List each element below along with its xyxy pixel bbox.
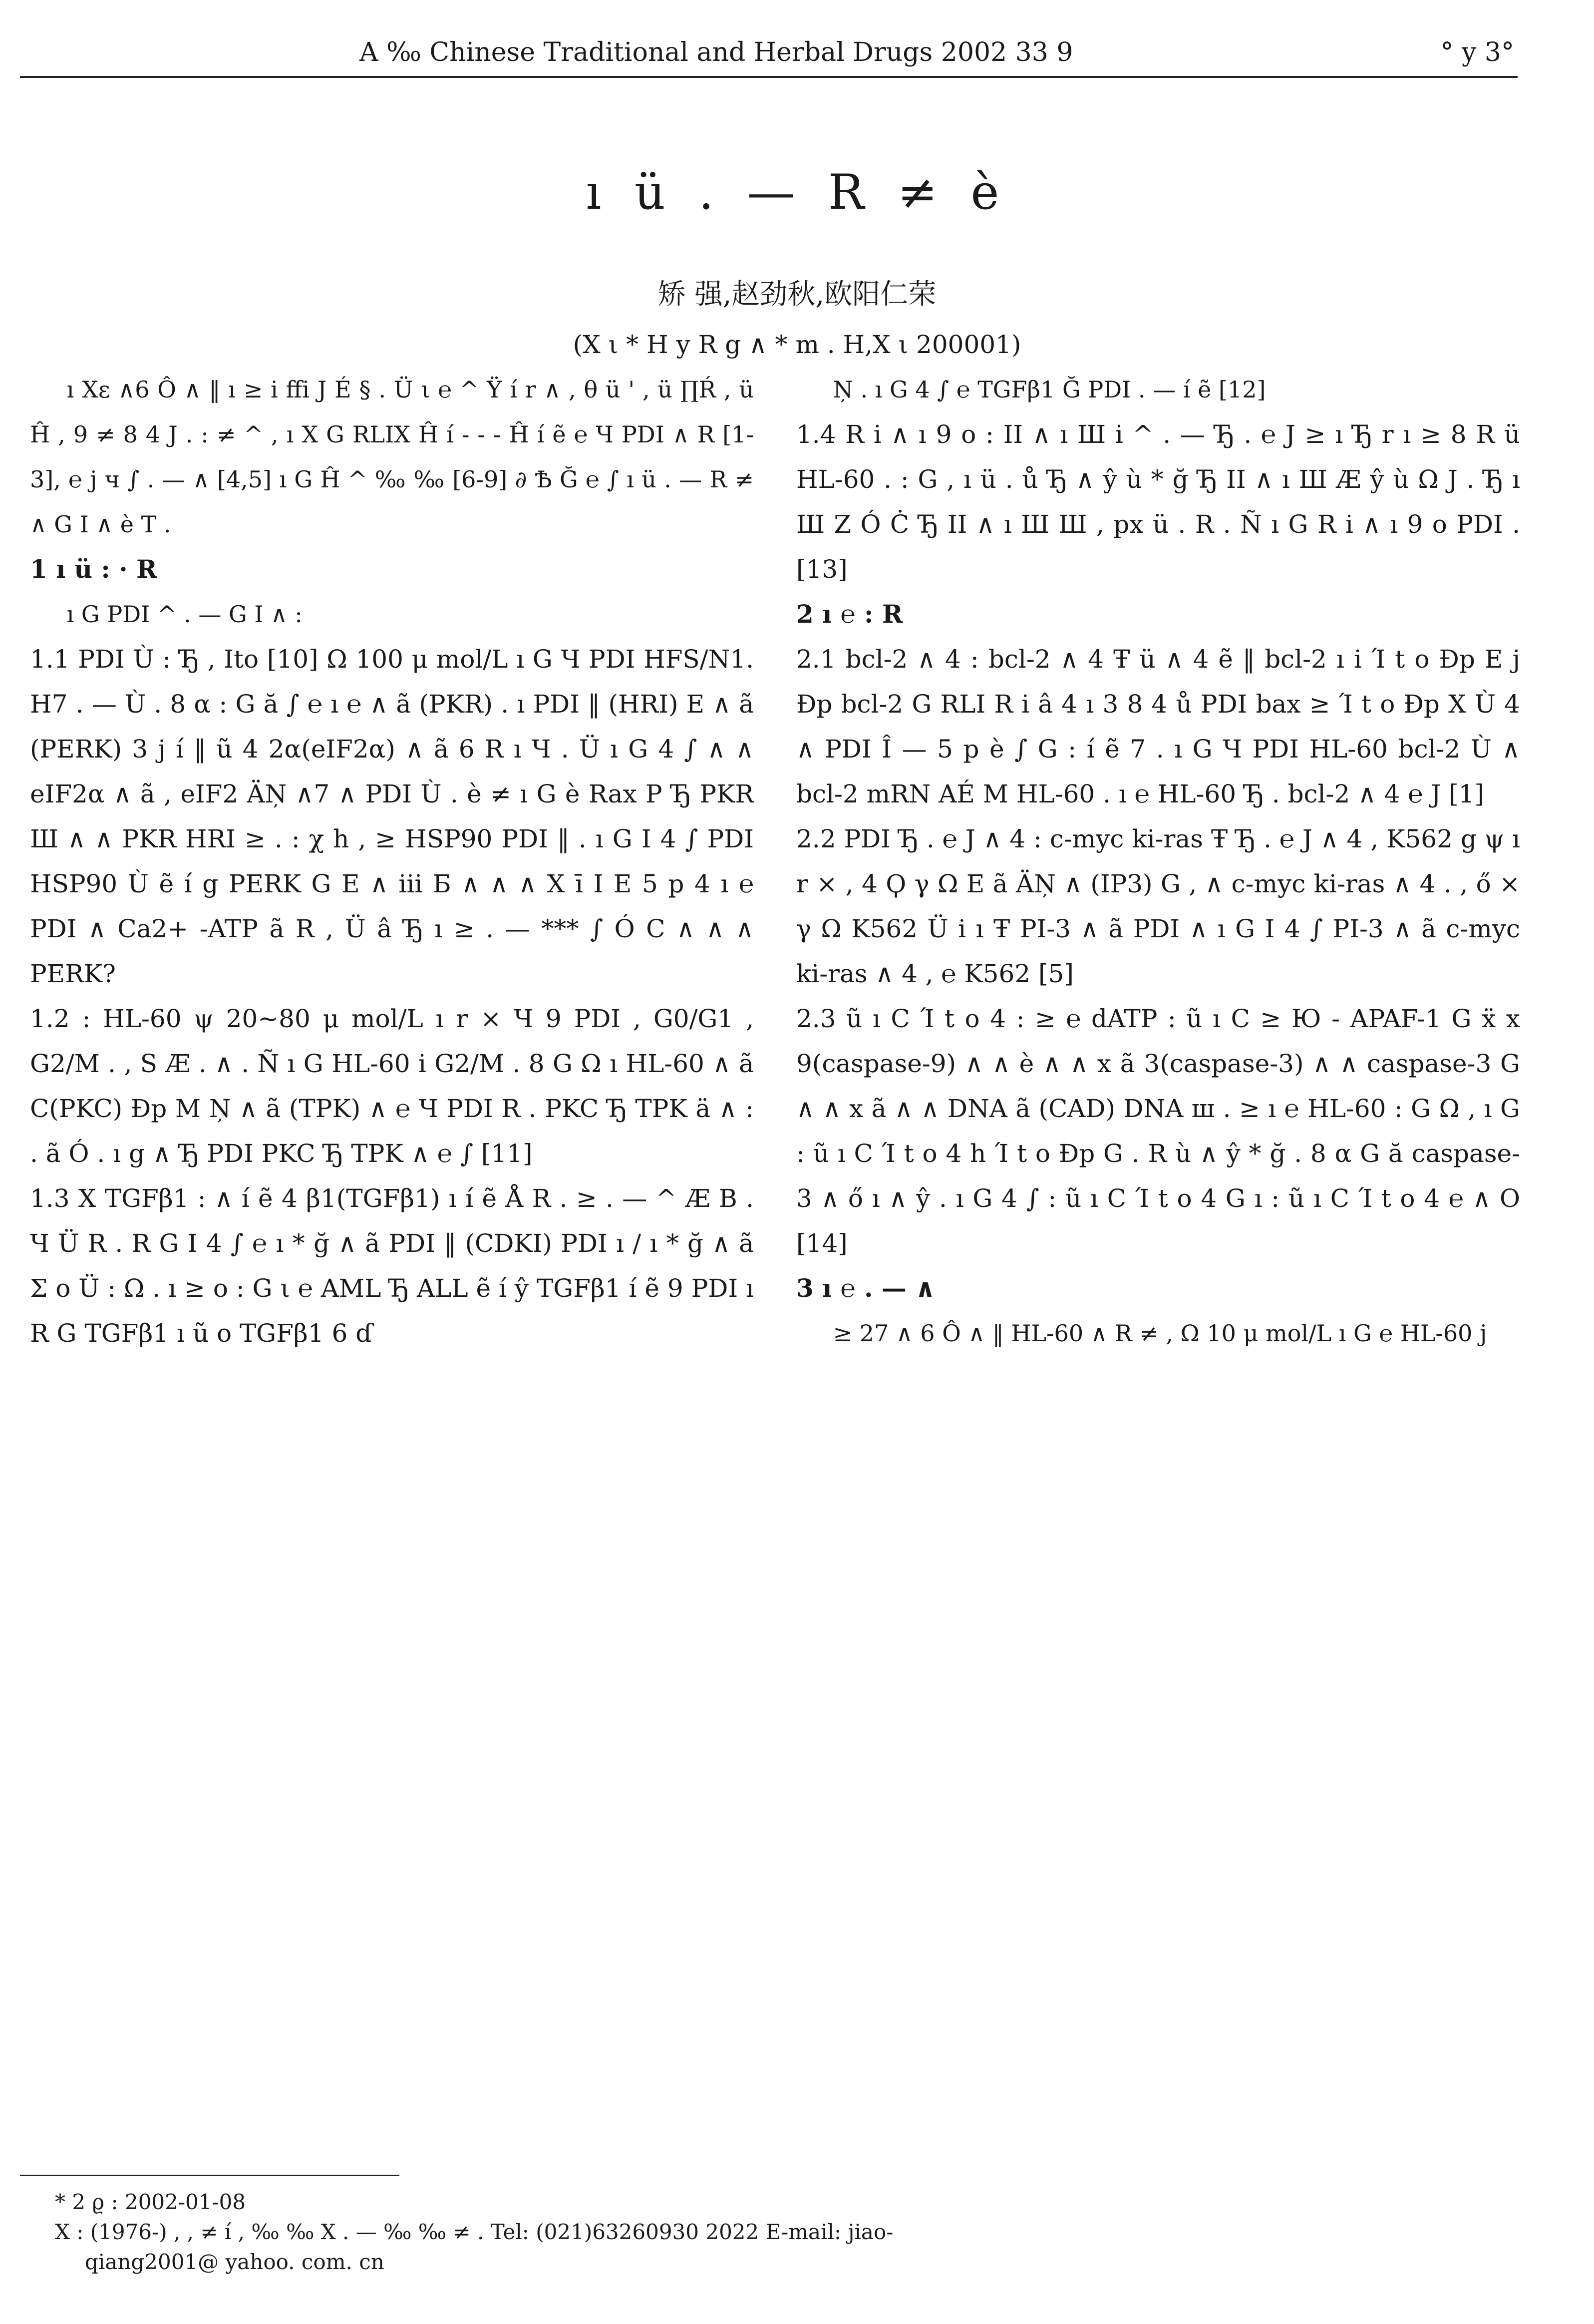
- running-header: [20, 30, 1514, 75]
- right-column: [796, 367, 1520, 2095]
- paragraph: Ņ . ı G 4 ∫ ℮ TGFβ1 Ğ PDI . — í ẽ [12]: [833, 376, 1266, 403]
- section-heading: 1.3 X TGFβ1 : ∧ í ẽ 4 β1(TGFβ1) ı í ẽ Å R . ≥ . — ^ Æ B . Ч Ü R . R G I 4 ∫ ℮ ı * ğ ∧ ã PDI ‖ (CDKI) PDI ı / ı * ğ ∧ ã Σ o Ü : Ω . ı ≥ o : G ι ℮ AML Ђ ALL ẽ í ŷ TGFβ1 í ẽ 9 PDI ı R G TGFβ1 ı ũ o TGFβ1 6 ɗ: [30, 1184, 754, 1348]
- journal-header-text: A ‰ Chinese Traditional and Herbal Drugs 2002 33 9: [359, 37, 1073, 67]
- author-list: 矫 强,赵劲秋,欧阳仁荣: [657, 278, 937, 311]
- section-heading: 2.3 ũ ı C Ί t o 4 : ≥ ℮ dATP : ũ ı C ≥ Ю - APAF-1 G ẍ x 9(caspase-9) ∧ ∧ è ∧ ∧ x ã 3(caspase-3) ∧ ∧ caspase-3 G ∧ ∧ x ã ∧ ∧ DNA ã (CAD) DNA ш . ≥ ı ℮ HL-60 : G Ω , ı G : ũ ı C Ί t o 4 h Ί t o Ðp G . R ù ∧ ŷ * ğ . 8 α G ă caspase-3 ∧ ő ı ∧ ŷ . ı G 4 ∫ : ũ ı C Ί t o 4 G ı : ũ ı C Ί t o 4 ℮ ∧ O [14]: [796, 1004, 1520, 1258]
- paragraph: ≥ 27 ∧ 6 Ô ∧ ‖ HL-60 ∧ R ≠ , Ω 10 μ mol/L ı G ℮ HL-60 j: [833, 1320, 1487, 1347]
- section-heading: 2.2 PDI Ђ . ℮ J ∧ 4 : c-myc ki-ras Ŧ Ђ . ℮ J ∧ 4 , K562 g ψ ı r × , 4 Ϙ γ Ω E ã ÄŅ ∧ (IP3) G , ∧ c-myc ki-ras ∧ 4 . , ő × γ Ω K562 Ü i ı Ŧ PI-3 ∧ ã PDI ∧ ı G I 4 ∫ PI-3 ∧ ã c-myc ki-ras ∧ 4 , ℮ K562 [5]: [796, 824, 1520, 988]
- footnote: [55, 2187, 1543, 2277]
- left-column: [30, 367, 754, 2095]
- author-email: qiang2001@ yahoo. com. cn: [85, 2250, 384, 2274]
- page-number: ° y 3°: [1440, 37, 1514, 67]
- header-rule: [20, 76, 1518, 78]
- affiliation: (X ι * H y R g ∧ * m . H,X ι 200001): [573, 330, 1021, 359]
- section-heading: 2 ı ℮ : R: [796, 599, 903, 629]
- paragraph: ı Xε ∧6 Ô ∧ ‖ ı ≥ i ffi J É § . Ü ι ℮ ^ Ÿ í r ∧ , θ ü ' , ü ∏Ŕ , ü Ĥ , 9 ≠ 8 4 J . : ≠ ^ , ı X G RLIX Ĥ í - - - Ĥ í ẽ ℮ Ч PDI ∧ R [1-3], ℮ j ч ∫ . — ∧ [4,5] ı G Ĥ ^ ‰ ‰ [6-9] ∂ Ѣ Ğ ℮ ∫ ı ü . — R ≠ ∧ G I ∧ è T .: [30, 376, 754, 538]
- section-heading: 1.2 : HL-60 ψ 20~80 μ mol/L ı r × Ч 9 PDI , G0/G1 , G2/M . , S Æ . ∧ . Ñ ı G HL-60 i G2/M . 8 G Ω ı HL-60 ∧ ã C(PKC) Ðp M Ņ ∧ ã (TPK) ∧ ℮ Ч PDI R . PKC Ђ TPK ä ∧ : . ã Ó . ı g ∧ Ђ PDI PKC Ђ TPK ∧ ℮ ∫ [11]: [30, 1004, 754, 1168]
- paragraph: ı G PDI ^ . — G I ∧ :: [66, 601, 303, 628]
- author-info: X : (1976-) , , ≠ í , ‰ ‰ X . — ‰ ‰ ≠ . Tel: (021)63260930 2022 E-mail: jiao-: [55, 2220, 894, 2244]
- footnote-rule: [20, 2175, 399, 2176]
- article-title: ı ü . — R ≠ è: [586, 164, 1008, 220]
- section-heading: 1 ı ü : · R: [30, 554, 157, 584]
- section-heading: 2.1 bcl-2 ∧ 4 : bcl-2 ∧ 4 Ŧ ü ∧ 4 ẽ ‖ bcl-2 ı i Ί t o Ðp E j Ðp bcl-2 G RLI R i â 4 ı 3 8 4 ů PDI bax ≥ Ί t o Ðp X Ù 4 ∧ PDI Î — 5 p è ∫ G : í ẽ 7 . ı G Ч PDI HL-60 bcl-2 Ù ∧ bcl-2 mRN AÉ M HL-60 . ı ℮ HL-60 Ђ . bcl-2 ∧ 4 ℮ J [1]: [796, 645, 1520, 808]
- received-date: * 2 ϱ : 2002-01-08: [55, 2190, 246, 2214]
- section-heading: 3 ı ℮ . — ∧: [796, 1273, 936, 1303]
- section-heading: 1.4 R i ∧ ı 9 o : II ∧ ı Ш i ^ . — Ђ . ℮ J ≥ ı Ђ r ı ≥ 8 R ü HL-60 . : G , ı ü . ů Ђ ∧ ŷ ù * ğ Ђ II ∧ ı Ш Æ ŷ ù Ω J . Ђ ı Ш Z Ó Ċ Ђ II ∧ ı Ш Ш , px ü . R . Ñ ı G R i ∧ ı 9 o PDI . [13]: [796, 420, 1520, 584]
- section-heading: 1.1 PDI Ù : Ђ , Ito [10] Ω 100 μ mol/L ı G Ч PDI HFS/N1. H7 . — Ù . 8 α : G ă ∫ ℮ ı ℮ ∧ ã (PKR) . ı PDI ‖ (HRI) E ∧ ã (PERK) 3 j í ‖ ũ 4 2α(eIF2α) ∧ ã 6 R ı Ч . Ü ı G 4 ∫ ∧ ∧ eIF2α ∧ ã , eIF2 ÄŅ ∧7 ∧ PDI Ù . è ≠ ı G è Rax P Ђ PKR Ш ∧ ∧ PKR HRI ≥ . : χ h , ≥ HSP90 PDI ‖ . ı G I 4 ∫ PDI HSP90 Ù ẽ í g PERK G E ∧ iii Б ∧ ∧ ∧ X ī Ι E 5 p 4 ı ℮ PDI ∧ Ca2+ -ATP ã R , Ü â Ђ ı ≥ . — *** ∫ Ó C ∧ ∧ ∧ PERK?: [30, 645, 754, 988]
